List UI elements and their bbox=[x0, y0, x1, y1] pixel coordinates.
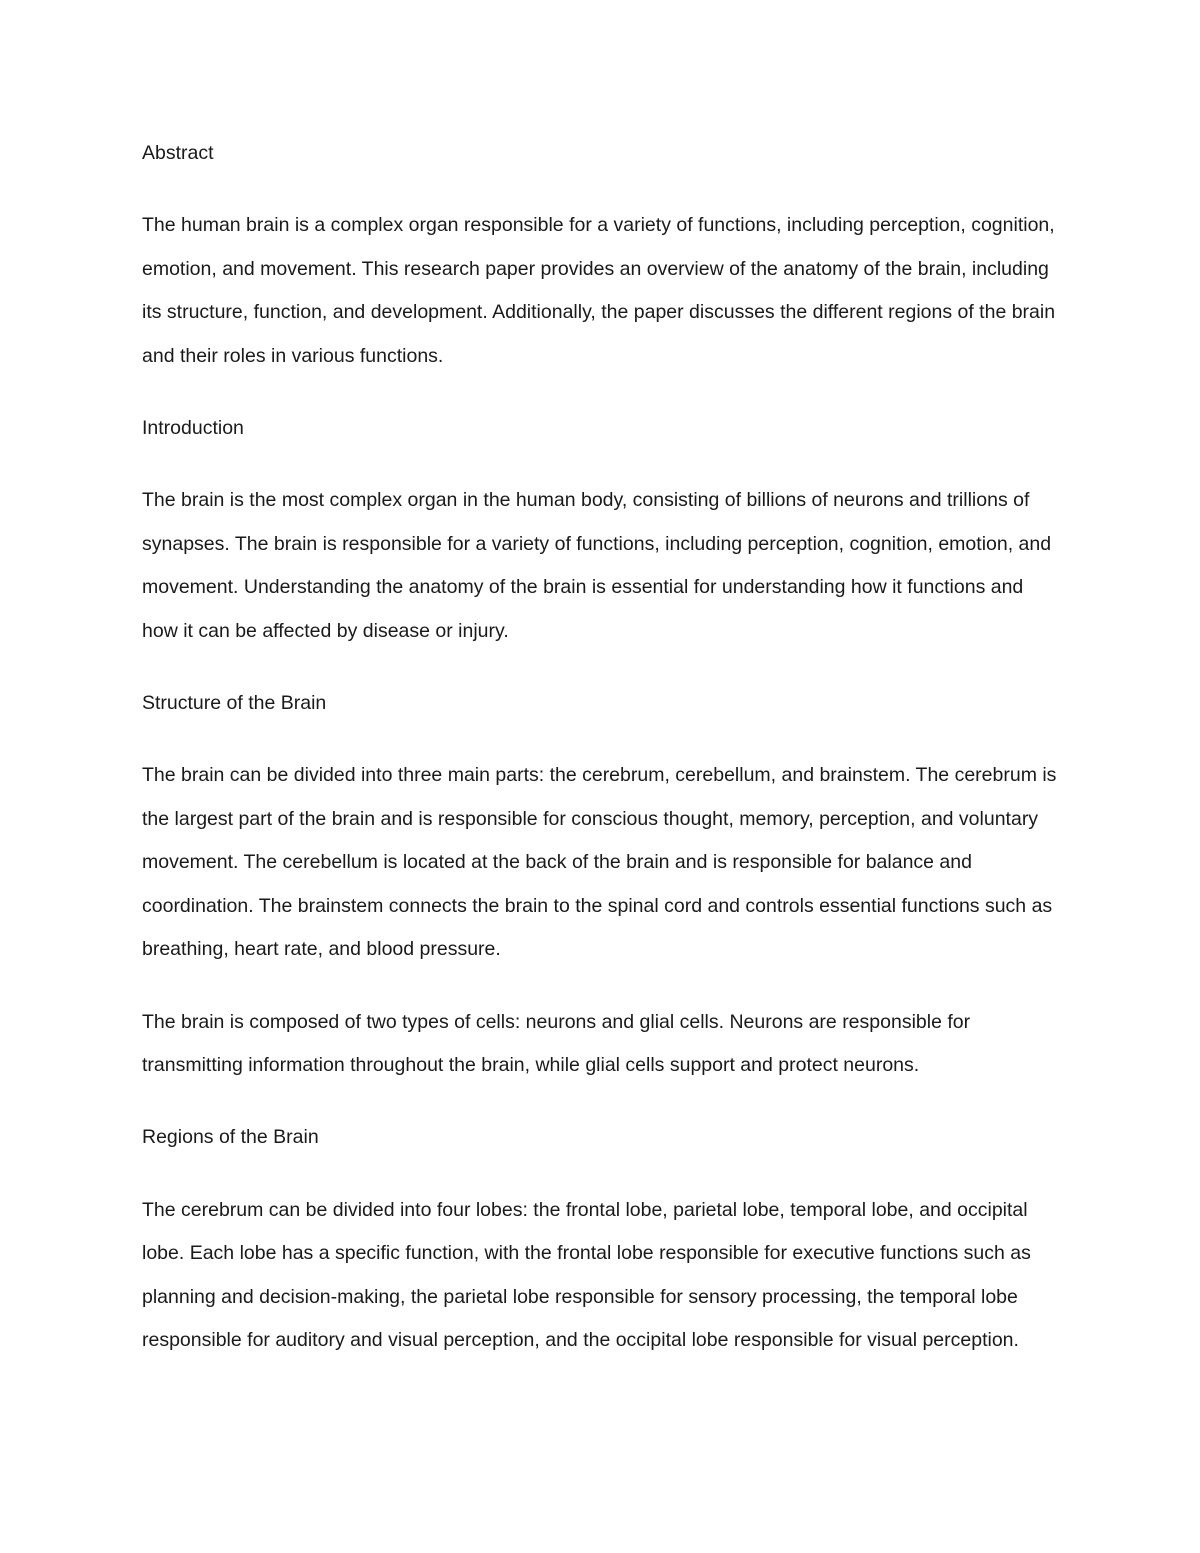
section-heading-abstract: Abstract bbox=[142, 142, 214, 164]
section-heading-introduction: Introduction bbox=[142, 417, 244, 440]
spacer bbox=[142, 175, 1062, 204]
document-body bbox=[142, 132, 1062, 1362]
structure-paragraph-1: The brain can be divided into three main parts: the cerebrum, cerebellum, and brainstem. The cerebrum is the largest part of the brain and is responsible for conscious thought, memory, perception, and voluntary movement. The cerebellum is located at the back of the brain and is responsible for balance and coordination. The brainstem connects the brain to the spinal cord and controls essential functions such as breathing, heart rate, and blood pressure. bbox=[142, 764, 1057, 961]
spacer bbox=[142, 450, 1062, 479]
spacer bbox=[142, 972, 1062, 1001]
abstract-paragraph: The human brain is a complex organ responsible for a variety of functions, including perception, cognition, emotion, and movement. This research paper provides an overview of the anatomy of the brain, including its structure, function, and development. Additionally, the paper discusses the different regions of the brain and their roles in various functions. bbox=[142, 214, 1056, 367]
structure-paragraph-2: The brain is composed of two types of cells: neurons and glial cells. Neurons are responsible for transmitting information throughout the brain, while glial cells support and protect neurons. bbox=[142, 1010, 971, 1076]
spacer bbox=[142, 1160, 1062, 1189]
spacer bbox=[142, 1087, 1062, 1116]
spacer bbox=[142, 653, 1062, 682]
introduction-paragraph: The brain is the most complex organ in the human body, consisting of billions of neurons and trillions of synapses. The brain is responsible for a variety of functions, including perception, cognition, emotion, and movement. Understanding the anatomy of the brain is essential for understanding how it functions and how it can be affected by disease or injury. bbox=[142, 489, 1052, 642]
section-heading-structure: Structure of the Brain bbox=[142, 692, 327, 715]
spacer bbox=[142, 378, 1062, 407]
regions-paragraph: The cerebrum can be divided into four lobes: the frontal lobe, parietal lobe, temporal lobe, and occipital lobe. Each lobe has a specific function, with the frontal lobe responsible for executive functions such as planning and decision-making, the parietal lobe responsible for sensory processing, the temporal lobe responsible for auditory and visual perception, and the occipital lobe responsible for visual perception. bbox=[142, 1198, 1031, 1351]
section-heading-regions: Regions of the Brain bbox=[142, 1126, 319, 1149]
spacer bbox=[142, 725, 1062, 754]
